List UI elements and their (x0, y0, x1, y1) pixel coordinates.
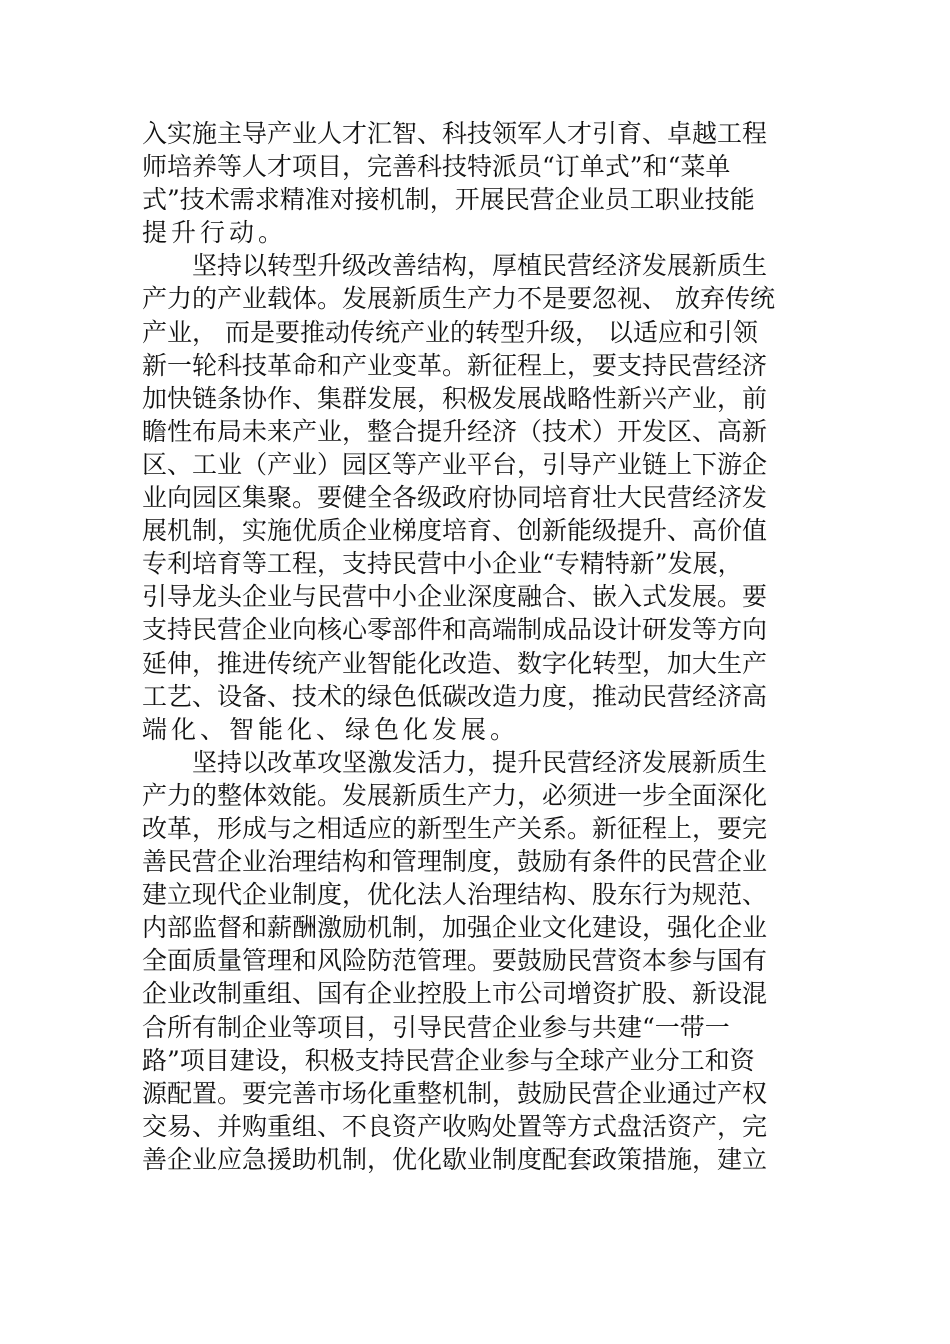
text-line: 改革，形成与之相适应的新型生产关系。新征程上，要完 (142, 813, 768, 843)
text-line: 延伸，推进传统产业智能化改造、数字化转型，加大生产 (142, 648, 768, 678)
text-line: 支持民营企业向核心零部件和高端制成品设计研发等方向 (142, 615, 768, 645)
text-line: 产力的产业载体。发展新质生产力不是要忽视、 放弃传统 (142, 284, 775, 314)
text-line: 提升行动。 (142, 218, 288, 248)
text-line: 源配置。要完善市场化重整机制，鼓励民营企业通过产权 (142, 1078, 768, 1108)
text-line: 内部监督和薪酬激励机制，加强企业文化建设，强化企业 (142, 913, 768, 943)
text-line: 全面质量管理和风险防范管理。要鼓励民营资本参与国有 (142, 946, 768, 976)
text-line: 瞻性布局未来产业，整合提升经济（技术）开发区、高新 (142, 416, 768, 446)
text-line: 产业， 而是要推动传统产业的转型升级， 以适应和引领 (142, 317, 758, 347)
text-line: 工艺、设备、技术的绿色低碳改造力度，推动民营经济高 (142, 681, 768, 711)
paragraph-first-line: 坚持以转型升级改善结构，厚植民营经济发展新质生 (192, 251, 768, 281)
text-line: 引导龙头企业与民营中小企业深度融合、嵌入式发展。要 (142, 582, 768, 612)
paragraph-first-line: 坚持以改革攻坚激发活力，提升民营经济发展新质生 (192, 747, 768, 777)
text-line: 区、工业（产业）园区等产业平台，引导产业链上下游企 (142, 449, 768, 479)
text-line: 端化、智能化、绿色化发展。 (142, 714, 520, 744)
text-line: 式”技术需求精准对接机制，开展民营企业员工职业技能 (142, 185, 755, 215)
text-line: 加快链条协作、集群发展，积极发展战略性新兴产业，前 (142, 383, 768, 413)
document-body (142, 117, 810, 1176)
text-line: 业向园区集聚。要健全各级政府协同培育壮大民营经济发 (142, 483, 768, 513)
text-line: 产力的整体效能。发展新质生产力，必须进一步全面深化 (142, 780, 768, 810)
text-line: 路”项目建设，积极支持民营企业参与全球产业分工和资 (142, 1045, 755, 1075)
text-line: 新一轮科技革命和产业变革。新征程上，要支持民营经济 (142, 350, 768, 380)
text-line: 展机制，实施优质企业梯度培育、创新能级提升、高价值 (142, 516, 768, 546)
text-line: 善民营企业治理结构和管理制度，鼓励有条件的民营企业 (142, 847, 768, 877)
text-line: 企业改制重组、国有企业控股上市公司增资扩股、新设混 (142, 979, 768, 1009)
text-line: 入实施主导产业人才汇智、科技领军人才引育、卓越工程 (142, 119, 768, 148)
text-line: 建立现代企业制度，优化法人治理结构、股东行为规范、 (142, 880, 768, 910)
text-line: 合所有制企业等项目，引导民营企业参与共建“一带一 (142, 1012, 730, 1042)
text-line: 师培养等人才项目，完善科技特派员“订单式”和“菜单 (142, 152, 731, 182)
text-line: 善企业应急援助机制，优化歇业制度配套政策措施，建立 (142, 1144, 768, 1174)
text-line: 交易、并购重组、不良资产收购处置等方式盘活资产，完 (142, 1111, 768, 1141)
text-line: 专利培育等工程，支持民营中小企业“专精特新”发展， (142, 549, 743, 579)
